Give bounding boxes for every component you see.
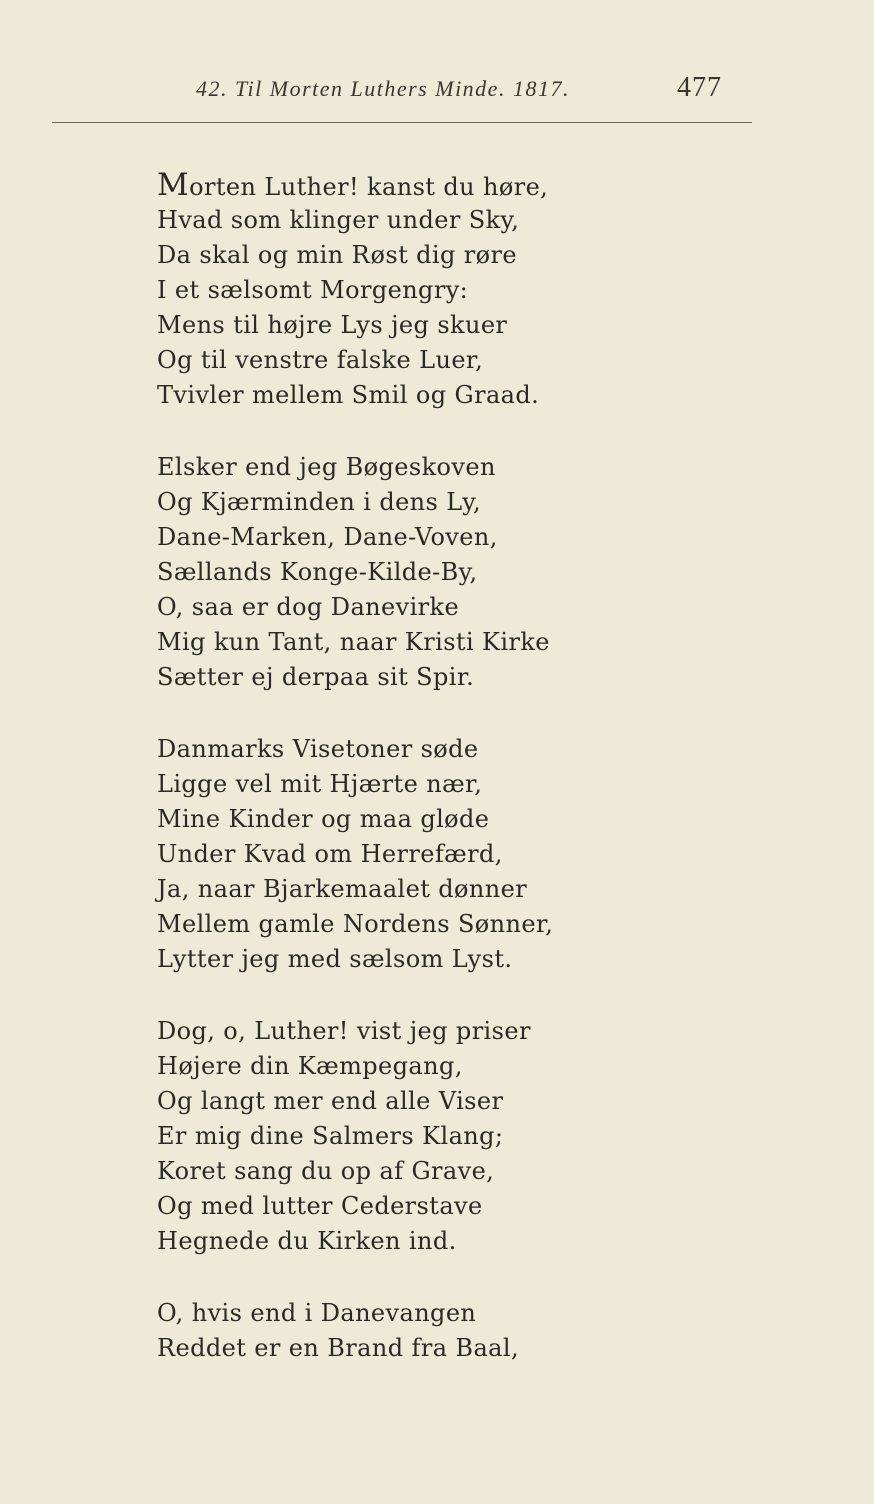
poem-line: Hvad som klinger under Sky, — [157, 206, 520, 234]
poem-line: Da skal og min Røst dig røre — [157, 241, 517, 269]
poem-line: Elsker end jeg Bøgeskoven — [157, 453, 496, 481]
poem-line: Koret sang du op af Grave, — [157, 1157, 495, 1185]
poem-line: O, saa er dog Danevirke — [157, 593, 460, 621]
poem-line: Ligge vel mit Hjærte nær, — [157, 770, 483, 798]
poem-line: Og langt mer end alle Viser — [157, 1087, 504, 1115]
poem-line: Ja, naar Bjarkemaalet dønner — [157, 875, 528, 903]
poem-line: Danmarks Visetoner søde — [157, 735, 479, 763]
poem-line: Og med lutter Cederstave — [157, 1192, 483, 1220]
poem-line: Mens til højre Lys jeg skuer — [157, 311, 508, 339]
header-rule — [52, 122, 752, 123]
poem-line: Reddet er en Brand fra Baal, — [157, 1334, 519, 1362]
poem-line: Er mig dine Salmers Klang; — [157, 1122, 504, 1150]
poem-line: Højere din Kæmpegang, — [157, 1052, 463, 1080]
stanza — [157, 1296, 777, 1366]
running-title: 42. Til Morten Luthers Minde. 1817. — [196, 76, 570, 101]
poem-line — [157, 168, 777, 203]
running-header — [0, 70, 874, 110]
stanza — [157, 1014, 777, 1259]
stanza — [157, 168, 777, 413]
stanza — [157, 732, 777, 977]
poem-line: Tvivler mellem Smil og Graad. — [157, 381, 540, 409]
poem-line: Og til venstre falske Luer, — [157, 346, 484, 374]
poem-line: Mellem gamle Nordens Sønner, — [157, 910, 554, 938]
stanza — [157, 450, 777, 695]
poem-line: O, hvis end i Danevangen — [157, 1299, 477, 1327]
poem-body — [157, 168, 777, 1403]
poem-line: Dane-Marken, Dane-Voven, — [157, 523, 498, 551]
poem-line: Mine Kinder og maa gløde — [157, 805, 490, 833]
poem-line: Under Kvad om Herrefærd, — [157, 840, 503, 868]
poem-line: Sællands Konge-Kilde-By, — [157, 558, 478, 586]
initial-capital: M — [157, 167, 190, 203]
poem-line: Dog, o, Luther! vist jeg priser — [157, 1017, 531, 1045]
poem-line: Mig kun Tant, naar Kristi Kirke — [157, 628, 550, 656]
poem-line: Lytter jeg med sælsom Lyst. — [157, 945, 513, 973]
poem-line-rest: orten Luther! kanst du høre, — [189, 173, 549, 201]
poem-line: Og Kjærminden i dens Ly, — [157, 488, 482, 516]
poem-line: I et sælsomt Morgengry: — [157, 276, 469, 304]
poem-line: Sætter ej derpaa sit Spir. — [157, 663, 475, 691]
poem-line: Hegnede du Kirken ind. — [157, 1227, 457, 1255]
page-number: 477 — [677, 72, 722, 103]
